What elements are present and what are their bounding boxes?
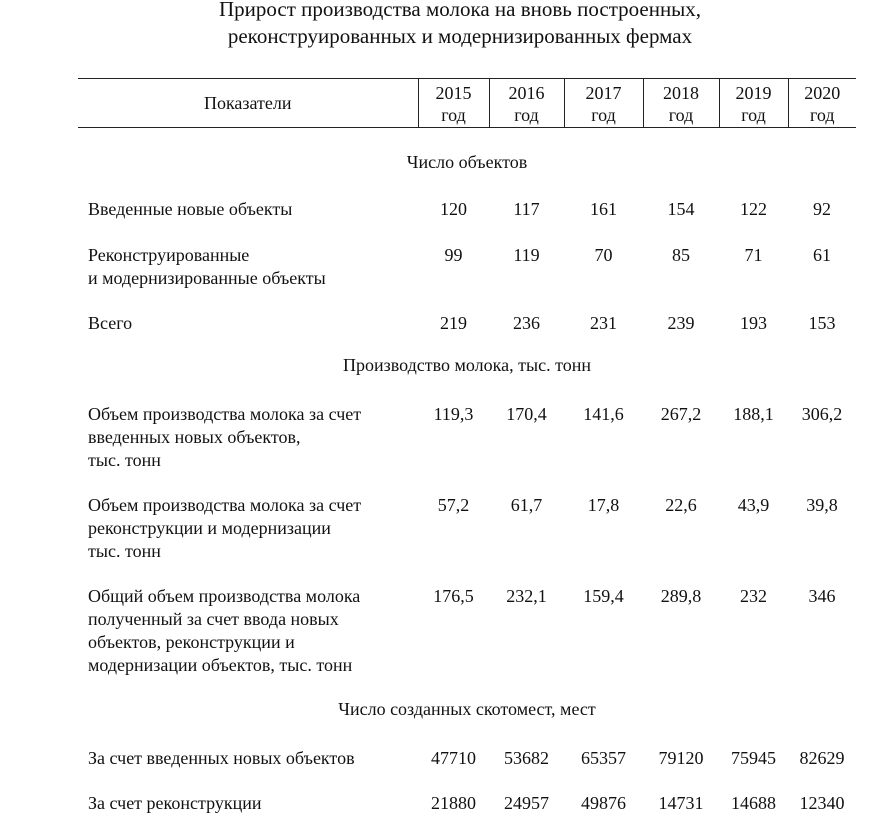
section-heading-row [78,128,856,191]
table-row [78,583,856,698]
cell-2016: 232,1 [506,585,547,606]
table-row [78,399,856,491]
row-label-line: объектов, реконструкции и [88,631,295,652]
cell-2017: 161 [590,198,617,219]
cell-2018: 85 [672,244,690,265]
header-indicator: Показатели [78,79,418,128]
header-year: 2019 [735,82,772,103]
cell-2020: 12340 [799,792,845,813]
document-title [0,0,894,50]
table-row [78,744,856,790]
row-label-line: тыс. тонн [88,449,161,470]
row-label [78,237,418,305]
cell-2020: 39,8 [806,494,838,515]
header-year-2019 [719,79,788,128]
section-heading: Производство молока, тыс. тонн [343,354,591,375]
header-year-2020 [788,79,856,128]
table-row [78,790,856,830]
header-year-unit: год [514,104,539,125]
milk-production-table [78,78,856,830]
row-label-line: введенных новых объектов, [88,426,301,447]
cell-2018: 154 [667,198,695,219]
cell-2020: 306,2 [801,403,843,424]
header-year: 2017 [585,82,622,103]
row-label-line: Общий объем производства молока [88,585,361,606]
cell-2015: 176,5 [433,585,474,606]
cell-2016: 53682 [504,747,549,768]
header-year-unit: год [741,104,766,125]
row-label-line: Всего [88,312,133,333]
row-label-line: Введенные новые объекты [88,198,293,219]
cell-2015: 120 [440,198,467,219]
cell-2015: 21880 [431,792,476,813]
cell-2020: 346 [808,585,836,606]
cell-2016: 119 [513,244,540,265]
cell-2016: 170,4 [506,403,547,424]
cell-2015: 99 [444,244,463,265]
row-label [78,583,418,698]
cell-2015: 47710 [431,747,476,768]
cell-2020: 82629 [799,747,845,768]
cell-2015: 57,2 [437,494,470,515]
row-label [78,744,418,790]
cell-2017: 141,6 [583,403,624,424]
cell-2020: 153 [808,312,836,333]
cell-2019: 71 [744,244,763,265]
cell-2017: 49876 [581,792,626,813]
row-label-line: За счет введенных новых объектов [88,747,355,768]
cell-2020: 92 [813,198,831,219]
cell-2017: 231 [590,312,617,333]
row-label-line: реконструкции и модернизации [88,517,331,538]
row-label-line: модернизации объектов, тыс. тонн [88,654,353,675]
row-label-line: тыс. тонн [88,540,161,561]
cell-2016: 236 [513,312,540,333]
table-row [78,305,856,352]
table-header-row [78,79,856,128]
row-label-line: Объем производства молока за счет [88,494,362,515]
cell-2015: 119,3 [433,403,474,424]
cell-2018: 267,2 [660,403,702,424]
header-year-2015 [418,79,489,128]
title-line-2: реконструированных и модернизированных фермах [227,24,693,48]
header-year: 2015 [435,82,472,103]
section-heading: Число созданных скотомест, мест [338,698,596,719]
row-label-line: Объем производства молока за счет [88,403,362,424]
section-heading: Число объектов [406,152,528,172]
cell-2019: 14688 [731,792,776,813]
table-row [78,491,856,583]
cell-2016: 24957 [504,792,549,813]
header-year: 2020 [804,82,841,103]
cell-2019: 193 [740,312,767,333]
header-year-unit: год [809,104,835,125]
row-label [78,790,418,830]
row-label [78,305,418,352]
cell-2018: 14731 [658,792,704,813]
cell-2016: 117 [513,198,540,219]
row-label-line: полученный за счет ввода новых [88,608,339,629]
cell-2019: 232 [740,585,767,606]
header-year-unit: год [591,104,616,125]
cell-2019: 122 [740,198,767,219]
header-year-unit: год [668,104,694,125]
row-label-line: Реконструированные [88,244,250,265]
header-year: 2016 [508,82,545,103]
cell-2018: 289,8 [660,585,702,606]
header-year-2017 [564,79,643,128]
cell-2017: 70 [594,244,613,265]
section-heading-row [78,698,856,744]
row-label-line: и модернизированные объекты [88,267,326,288]
section-heading-row [78,352,856,399]
table-row [78,237,856,305]
cell-2017: 17,8 [587,494,620,515]
cell-2017: 159,4 [583,585,624,606]
cell-2019: 43,9 [737,494,770,515]
title-line-1: Прирост производства молока на вновь построенных, [218,0,702,21]
row-label [78,399,418,491]
cell-2018: 239 [667,312,695,333]
cell-2018: 79120 [658,747,704,768]
header-year-unit: год [441,104,466,125]
cell-2017: 65357 [581,747,626,768]
cell-2020: 61 [813,244,831,265]
header-year-2018 [643,79,719,128]
row-label [78,191,418,237]
row-label-line: За счет реконструкции [88,792,262,813]
cell-2018: 22,6 [665,494,697,515]
table-row [78,191,856,237]
cell-2015: 219 [440,312,467,333]
header-year-2016 [489,79,564,128]
row-label [78,491,418,583]
cell-2019: 188,1 [733,403,774,424]
header-year: 2018 [663,82,699,103]
cell-2016: 61,7 [510,494,543,515]
cell-2019: 75945 [731,747,776,768]
